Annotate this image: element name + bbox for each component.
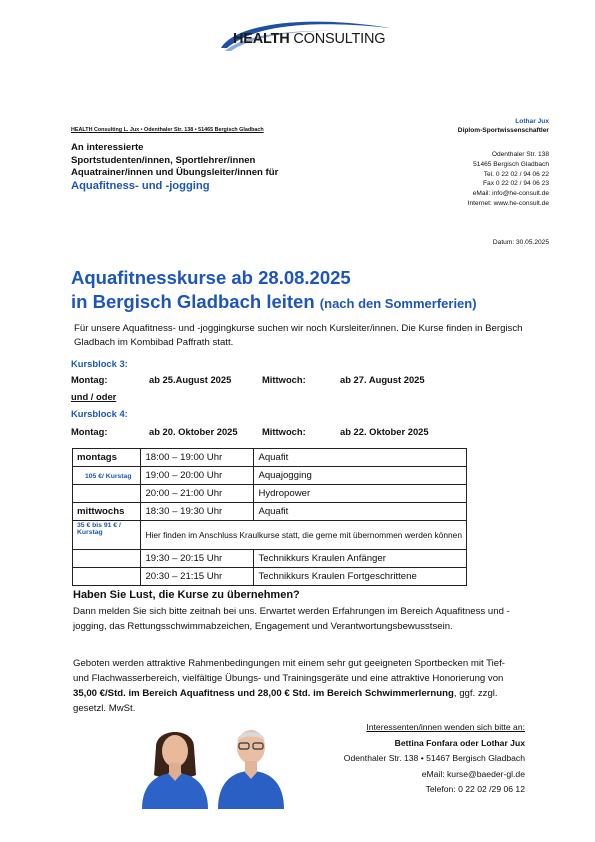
- contact-tel: Tel. 0 22 02 / 94 06 22: [483, 170, 549, 178]
- empty-cell: [73, 485, 141, 503]
- offer-text: Geboten werden attraktive Rahmenbedingungen mit einem sehr gut geeigneten Sportbecken mit Tief- und Flachwasserbereich, vielfältige Übungs- und Trainingsgeräte und eine attraktive Honorierung von: [73, 658, 505, 684]
- title-note: (nach den Sommerferien): [319, 296, 477, 311]
- contact-names: Bettina Fonfara oder Lothar Jux: [394, 737, 525, 748]
- course-cell: Aquafit: [254, 503, 467, 521]
- contact-title: Diplom-Sportwissenschaftler: [457, 127, 549, 134]
- wednesday-note: Hier finden im Anschluss Kraulkurse statt, die gerne mit übernommen werden können: [141, 521, 467, 550]
- block4-date1: ab 20. Oktober 2025: [149, 426, 238, 437]
- monday-price: 105 €/ Kurstag: [85, 473, 132, 480]
- offer-rates: 35,00 €/Std. im Bereich Aquafitness und 28,00 € Std. im Bereich Schwimmerlernung: [73, 688, 454, 699]
- time-cell: 19:30 – 20:15 Uhr: [141, 550, 254, 568]
- recipient-line-4: Aquafitness- und -jogging: [71, 179, 210, 192]
- page-title: [71, 266, 477, 316]
- recipient-block: [71, 142, 278, 192]
- block3-title: Kursblock 3:: [71, 358, 128, 369]
- contact-lead: Interessenten/innen wenden sich bitte an:: [366, 722, 525, 732]
- contact-name: Lothar Jux: [515, 118, 549, 125]
- recipient-line-1: An interessierte: [71, 142, 144, 153]
- table-row: [73, 521, 467, 550]
- recipient-line-3: Aquatrainer/innen und Übungsleiter/innen für: [71, 167, 279, 178]
- paragraph-requirements: Dann melden Sie sich bitte zeitnah bei uns. Erwartet werden Erfahrungen im Bereich Aquafitness und -jogging, das Rettungsschwimmabzeichen, Engagement und Verantwortungsbewusstsein.: [73, 606, 510, 632]
- sender-line: HEALTH Consulting L. Jux • Odenthaler Str. 138 • 51465 Bergisch Gladbach: [71, 127, 264, 133]
- time-cell: 18:00 – 19:00 Uhr: [141, 449, 254, 467]
- schedule-table: [72, 448, 467, 586]
- table-row: [73, 485, 467, 503]
- photo-woman: [138, 717, 212, 809]
- contact-street: Odenthaler Str. 138: [491, 151, 549, 158]
- contact-fax: Fax 0 22 02 / 94 06 23: [483, 180, 549, 188]
- table-row: [73, 467, 467, 485]
- empty-cell: [73, 550, 141, 568]
- wednesday-price-line2: Kurstag: [77, 529, 103, 536]
- contact-footer-email[interactable]: eMail: kurse@baeder-gl.de: [421, 768, 525, 779]
- offer-tail: , ggf. zzgl. gesetzl. MwSt.: [73, 688, 498, 714]
- recipient-line-2: Sportstudenten/innen, Sportlehrer/innen: [71, 154, 256, 166]
- contact-internet[interactable]: Internet: www.he-consult.de: [467, 199, 549, 207]
- contact-city: 51465 Bergisch Gladbach: [473, 160, 549, 168]
- block3-day2: Mittwoch:: [262, 374, 306, 385]
- course-cell: Hydropower: [254, 485, 467, 503]
- paragraph-offer: [73, 656, 523, 716]
- letter-date: Datum: 30.05.2025: [492, 239, 549, 246]
- contact-email[interactable]: eMail: info@he-consult.de: [472, 190, 549, 198]
- time-cell: 19:00 – 20:00 Uhr: [141, 467, 254, 485]
- course-cell: Technikkurs Kraulen Fortgeschrittene: [254, 568, 467, 586]
- title-line-2-text: in Bergisch Gladbach leiten: [71, 291, 315, 312]
- course-cell: Aquafit: [254, 449, 467, 467]
- company-logo: [233, 31, 385, 47]
- time-cell: 20:00 – 21:00 Uhr: [141, 485, 254, 503]
- contact-header-name-block: [458, 117, 549, 135]
- block4-day1: Montag:: [71, 426, 108, 437]
- table-row: [73, 503, 467, 521]
- contact-address: Odenthaler Str. 138 • 51467 Bergisch Gladbach: [343, 753, 525, 763]
- contact-header-address: [468, 150, 549, 209]
- logo-brand-bold: HEALTH: [233, 31, 290, 47]
- logo-brand-rest: CONSULTING: [289, 31, 386, 47]
- table-row: [73, 568, 467, 586]
- wednesday-price-line1: 35 € bis 91 € /: [77, 522, 121, 529]
- block4-title: Kursblock 4:: [71, 408, 128, 419]
- time-cell: 18:30 – 19:30 Uhr: [141, 503, 254, 521]
- block4-day2: Mittwoch:: [262, 426, 306, 437]
- block3-day1: Montag:: [71, 374, 108, 385]
- monday-label: montags: [73, 449, 141, 467]
- wednesday-label: mittwochs: [73, 503, 141, 521]
- intro-paragraph: Für unsere Aquafitness- und -joggingkurse suchen wir noch Kursleiter/innen. Die Kurse finden in Bergisch Gladbach im Kombibad Paffrath statt.: [74, 323, 523, 348]
- contact-footer: [344, 720, 525, 798]
- empty-cell: [73, 568, 141, 586]
- course-cell: Technikkurs Kraulen Anfänger: [254, 550, 467, 568]
- block3-date2: ab 27. August 2025: [340, 374, 425, 385]
- title-line-1: Aquafitnesskurse ab 28.08.2025: [71, 267, 351, 288]
- course-cell: Aquajogging: [254, 467, 467, 485]
- title-line-2: [71, 290, 477, 316]
- block3-date1: ab 25.August 2025: [149, 374, 232, 385]
- photo-man: [216, 717, 286, 809]
- contact-phone: Telefon: 0 22 02 /29 06 12: [425, 784, 525, 794]
- question-heading: Haben Sie Lust, die Kurse zu übernehmen?: [73, 589, 300, 601]
- time-cell: 20:30 – 21:15 Uhr: [141, 568, 254, 586]
- and-or-label: und / oder: [71, 391, 117, 402]
- table-row: [73, 550, 467, 568]
- block4-date2: ab 22. Oktober 2025: [340, 426, 429, 437]
- table-row: [73, 449, 467, 467]
